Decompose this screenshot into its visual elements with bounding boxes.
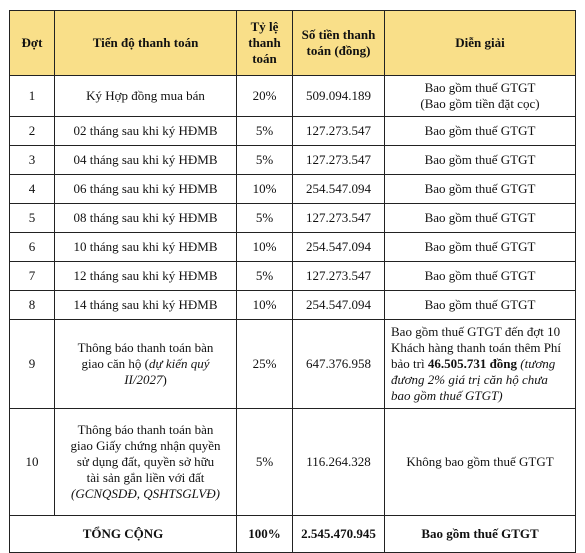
payment-table xyxy=(9,10,576,553)
cell-so-tien: 127.273.547 xyxy=(293,204,385,233)
cell-ty-le: 20% xyxy=(237,76,293,117)
tien-do-line: tài sản gắn liền với đất xyxy=(86,470,205,485)
table-row xyxy=(10,76,576,117)
cell-so-tien: 116.264.328 xyxy=(293,409,385,516)
maintenance-fee-amount: 46.505.731 đồng xyxy=(427,356,518,371)
cell-dien-giai: Không bao gồm thuế GTGT xyxy=(385,409,576,516)
cell-so-tien: 127.273.547 xyxy=(293,117,385,146)
payment-schedule xyxy=(9,10,576,553)
table-row xyxy=(10,320,576,409)
cell-dot: 4 xyxy=(10,175,55,204)
cell-ty-le: 5% xyxy=(237,146,293,175)
cell-so-tien: 127.273.547 xyxy=(293,262,385,291)
cell-so-tien: 127.273.547 xyxy=(293,146,385,175)
cell-dot: 1 xyxy=(10,76,55,117)
header-dot: Đợt xyxy=(10,11,55,76)
cell-tien-do: 02 tháng sau khi ký HĐMB xyxy=(55,117,237,146)
cell-dien-giai: Bao gồm thuế GTGT xyxy=(385,146,576,175)
cell-tien-do xyxy=(55,320,237,409)
cell-dien-giai: Bao gồm thuế GTGT xyxy=(385,175,576,204)
cell-ty-le: 10% xyxy=(237,291,293,320)
tien-do-italic: (GCNQSDĐ, QSHTSGLVĐ) xyxy=(70,486,221,501)
header-dien-giai: Diễn giải xyxy=(385,11,576,76)
cell-dien-giai xyxy=(385,76,576,117)
header-ty-le-line: thanh xyxy=(248,35,281,50)
cell-so-tien: 647.376.958 xyxy=(293,320,385,409)
tien-do-italic: II/2027 xyxy=(124,372,163,387)
tien-do-line: sử dụng đất, quyền sở hữu xyxy=(76,454,215,469)
total-so-tien: 2.545.470.945 xyxy=(293,516,385,553)
header-ty-le xyxy=(237,11,293,76)
cell-dot: 7 xyxy=(10,262,55,291)
dien-giai-line: Bao gồm thuế GTGT đến đợt 10 xyxy=(391,324,561,339)
tien-do-line: ) xyxy=(162,372,167,387)
dien-giai-line: Khách hàng thanh toán thêm Phí xyxy=(391,340,562,355)
tien-do-line: Thông báo thanh toán bàn xyxy=(77,340,214,355)
cell-dot: 5 xyxy=(10,204,55,233)
cell-dot: 6 xyxy=(10,233,55,262)
cell-dien-giai: Bao gồm thuế GTGT xyxy=(385,117,576,146)
tien-do-italic: dự kiến quý xyxy=(149,356,210,371)
cell-tien-do: Ký Hợp đồng mua bán xyxy=(55,76,237,117)
tien-do-line: giao Giấy chứng nhận quyền xyxy=(70,438,221,453)
table-row xyxy=(10,175,576,204)
header-tien-do: Tiến độ thanh toán xyxy=(55,11,237,76)
total-ty-le: 100% xyxy=(237,516,293,553)
cell-dot: 8 xyxy=(10,291,55,320)
cell-so-tien: 254.547.094 xyxy=(293,175,385,204)
dien-giai-text: bảo trì xyxy=(391,356,428,371)
cell-so-tien: 509.094.189 xyxy=(293,76,385,117)
table-row xyxy=(10,409,576,516)
dien-giai-italic: (tương xyxy=(517,356,556,371)
cell-tien-do: 08 tháng sau khi ký HĐMB xyxy=(55,204,237,233)
header-ty-le-line: Tỷ lệ xyxy=(250,19,279,34)
table-row xyxy=(10,262,576,291)
cell-ty-le: 5% xyxy=(237,204,293,233)
total-dien-giai: Bao gồm thuế GTGT xyxy=(385,516,576,553)
cell-so-tien: 254.547.094 xyxy=(293,291,385,320)
dien-giai-italic: bao gồm thuế GTGT) xyxy=(391,388,503,403)
cell-ty-le: 5% xyxy=(237,262,293,291)
cell-tien-do: 14 tháng sau khi ký HĐMB xyxy=(55,291,237,320)
cell-ty-le: 5% xyxy=(237,117,293,146)
cell-tien-do: 06 tháng sau khi ký HĐMB xyxy=(55,175,237,204)
cell-tien-do xyxy=(55,409,237,516)
header-so-tien-line: Số tiền thanh xyxy=(301,27,376,42)
total-row xyxy=(10,516,576,553)
table-row xyxy=(10,146,576,175)
cell-so-tien: 254.547.094 xyxy=(293,233,385,262)
dien-giai-line: Bao gồm thuế GTGT xyxy=(424,80,536,95)
cell-dien-giai: Bao gồm thuế GTGT xyxy=(385,204,576,233)
cell-ty-le: 10% xyxy=(237,175,293,204)
dien-giai-line: (Bao gồm tiền đặt cọc) xyxy=(420,96,540,111)
table-row xyxy=(10,233,576,262)
header-ty-le-line: toán xyxy=(252,51,277,66)
cell-ty-le: 10% xyxy=(237,233,293,262)
header-row xyxy=(10,11,576,76)
header-so-tien-line: toán (đồng) xyxy=(306,43,371,58)
cell-dot: 2 xyxy=(10,117,55,146)
cell-tien-do: 10 tháng sau khi ký HĐMB xyxy=(55,233,237,262)
table-row xyxy=(10,204,576,233)
cell-dien-giai: Bao gồm thuế GTGT xyxy=(385,262,576,291)
table-row xyxy=(10,117,576,146)
cell-dien-giai: Bao gồm thuế GTGT xyxy=(385,291,576,320)
tien-do-line: giao căn hộ ( xyxy=(81,356,149,371)
table-row xyxy=(10,291,576,320)
cell-dot: 3 xyxy=(10,146,55,175)
cell-dot: 10 xyxy=(10,409,55,516)
cell-ty-le: 25% xyxy=(237,320,293,409)
header-so-tien xyxy=(293,11,385,76)
cell-dien-giai xyxy=(385,320,576,409)
cell-tien-do: 04 tháng sau khi ký HĐMB xyxy=(55,146,237,175)
cell-dot: 9 xyxy=(10,320,55,409)
cell-ty-le: 5% xyxy=(237,409,293,516)
dien-giai-line xyxy=(391,356,569,372)
cell-dien-giai: Bao gồm thuế GTGT xyxy=(385,233,576,262)
dien-giai-italic: đương 2% giá trị căn hộ chưa xyxy=(391,372,548,387)
cell-tien-do: 12 tháng sau khi ký HĐMB xyxy=(55,262,237,291)
tien-do-line: Thông báo thanh toán bàn xyxy=(77,422,214,437)
total-label: TỔNG CỘNG xyxy=(10,516,237,553)
